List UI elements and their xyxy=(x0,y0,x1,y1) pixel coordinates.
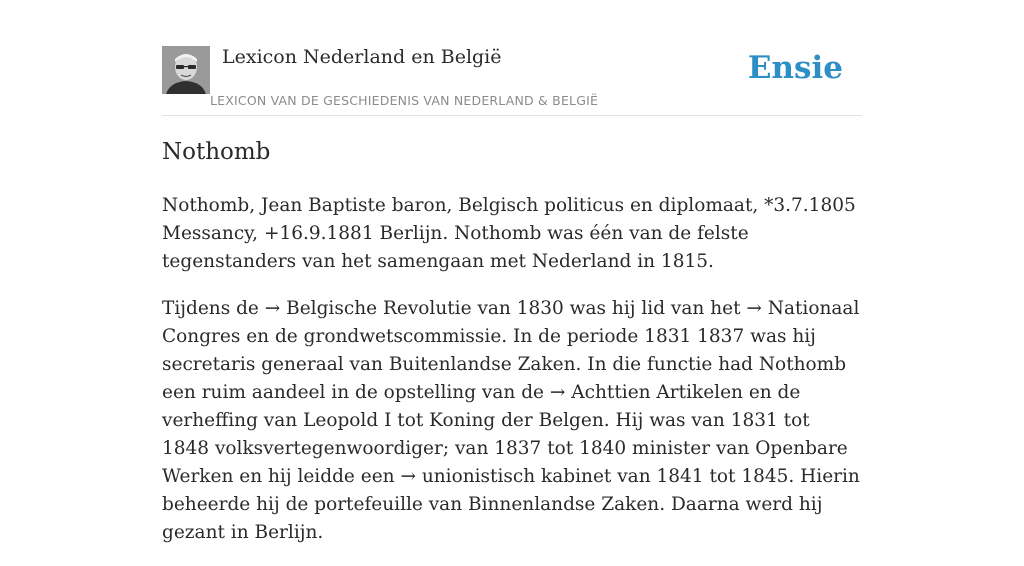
paragraph-text: en de verheffing van Leopold I tot Koning der Belgen. Hij was van 1831 tot 1848 volksvertegenwoordiger; van 1837 tot 1840 minister van Openbare Werken en hij leidde een xyxy=(162,382,848,487)
person-portrait-icon xyxy=(162,46,210,94)
cross-reference-link[interactable]: → unionistisch kabinet xyxy=(400,466,612,487)
paragraph-text: Tijdens de xyxy=(162,298,265,319)
cross-reference-link[interactable]: → Achttien Artikelen xyxy=(549,382,743,403)
lexicon-subtitle: LEXICON VAN DE GESCHIEDENIS VAN NEDERLAND & BELGIË xyxy=(210,93,599,108)
site-header xyxy=(162,44,862,116)
paragraph-text: van 1830 was hij lid van het xyxy=(471,298,747,319)
article-paragraph xyxy=(162,192,862,276)
lexicon-title[interactable]: Lexicon Nederland en België xyxy=(222,46,502,68)
article-paragraph xyxy=(162,295,862,547)
ensie-logo-link[interactable]: Ensie xyxy=(747,50,843,86)
paragraph-text: van 1841 tot 1845. Hierin beheerde hij de portefeuille van Binnenlandse Zaken. Daarna werd hij gezant in Berlijn. xyxy=(162,466,860,543)
cross-reference-link[interactable]: → Nationaal Congres xyxy=(162,298,860,347)
paragraph-text: en de grondwetscommissie. In de periode 1831 1837 was hij secretaris generaal van Buitenlandse Zaken. In die functie had Nothomb een ruim aandeel in de opstelling van de xyxy=(162,326,847,403)
cross-reference-link[interactable]: → Belgische Revolutie xyxy=(264,298,472,319)
author-avatar[interactable] xyxy=(162,46,210,94)
page-title: Nothomb xyxy=(162,139,271,165)
paragraph-text: Nothomb, Jean Baptiste baron, Belgisch politicus en diplomaat, *3.7.1805 Messancy, +16.9.1881 Berlijn. Nothomb was één van de felste tegenstanders van het samengaan met Nederland in 1815. xyxy=(162,195,856,272)
article-body xyxy=(162,192,862,566)
